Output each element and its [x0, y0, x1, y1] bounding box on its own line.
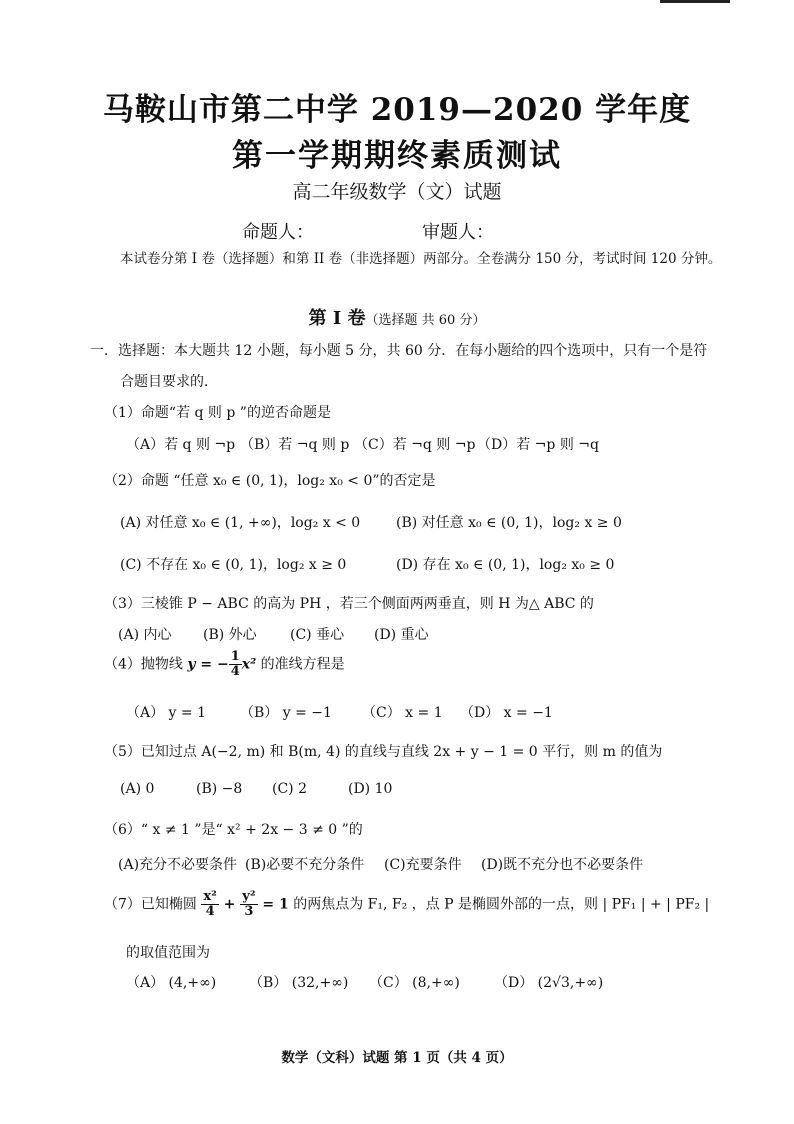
question-7-stem: （7）已知椭圆 $\frac{\text{x²}}{4}$ + $\frac{\text{y²}}{3}$ = 1 的两焦点为 F₁, F₂ ，点 P 是椭圆外部的一点，则 | PF₁ | + | PF₂ |	[104, 889, 710, 919]
question-4-stem-prefix: （4）抛物线	[104, 656, 188, 673]
question-5-option-a: (A) 0	[120, 781, 155, 797]
question-6-option-a: (A)充分不必要条件	[118, 857, 238, 873]
question-4-math-suffix: x²	[241, 656, 257, 673]
question-7-fraction-x-denominator: 4	[205, 904, 215, 919]
top-edge-mark	[660, 0, 730, 3]
question-3-option-a: (A) 内心	[118, 627, 172, 643]
question-7-fraction-y-numerator: y²	[242, 889, 256, 904]
question-3-option-b: (B) 外心	[203, 627, 257, 643]
question-2-option-c: (C) 不存在 x₀ ∈ (0, 1)，log₂ x ≥ 0	[120, 557, 347, 573]
question-4-fraction	[229, 650, 242, 679]
question-7-stem-line2: 的取值范围为	[126, 945, 210, 961]
author-label: 命题人：	[242, 222, 314, 243]
question-7-stem-prefix: （7）已知椭圆	[104, 896, 202, 913]
question-1-option-a: （A）若 q 则 ¬p	[126, 437, 236, 453]
question-6-option-d: (D)既不充分也不必要条件	[481, 857, 644, 873]
question-3-stem: （3）三棱锥 P − ABC 的高为 PH ，若三个侧面两两垂直，则 H 为△ ABC 的	[104, 596, 594, 612]
question-6-option-c: (C)充要条件	[384, 857, 462, 873]
question-2-option-b: (B) 对任意 x₀ ∈ (0, 1)，log₂ x ≥ 0	[396, 515, 622, 531]
question-2-option-a: (A) 对任意 x₀ ∈ (1, +∞)，log₂ x < 0	[120, 515, 361, 531]
question-4-option-c: （C） x = 1	[362, 705, 443, 721]
question-4-stem	[104, 650, 345, 679]
question-7-fraction-x-numerator: x²	[203, 889, 217, 904]
question-7-stem-suffix: 的两焦点为 F₁, F₂ ，点 P 是椭圆外部的一点，则 | PF₁ | + | PF₂ |	[288, 896, 710, 913]
reviewer-label: 审题人：	[422, 222, 494, 243]
question-7-fraction-x	[201, 890, 218, 919]
question-3-option-d: (D) 重心	[374, 627, 429, 643]
exam-title-line2: 第一学期期终素质测试	[232, 138, 562, 174]
question-4-fraction-numerator: 1	[230, 649, 240, 664]
question-7-fraction-y-denominator: 3	[244, 904, 254, 919]
question-2-option-d: (D) 存在 x₀ ∈ (0, 1)，log₂ x₀ ≥ 0	[396, 557, 615, 573]
question-5-option-c: (C) 2	[272, 781, 307, 797]
question-4-option-a: （A） y = 1	[126, 705, 207, 721]
question-5-option-d: (D) 10	[348, 781, 393, 797]
section-note: （选择题 共 60 分）	[365, 313, 486, 328]
exam-subtitle: 高二年级数学（文）试题	[292, 181, 502, 203]
question-7-fraction-y	[240, 890, 257, 919]
question-4-option-d: （D） x = −1	[460, 705, 553, 721]
question-4-math-prefix: y = −	[187, 656, 229, 673]
question-5-option-b: (B) −8	[196, 781, 243, 797]
question-7-equation-rhs: = 1	[257, 896, 289, 913]
question-1-option-c: （C）若 ¬q 则 ¬p	[354, 437, 476, 453]
instructions-line1: 一．选择题：本大题共 12 小题，每小题 5 分，共 60 分．在每小题给的四个选项中，只有一个是符	[90, 343, 708, 359]
question-1-stem: （1）命题“若 q 则 p ”的逆否命题是	[104, 405, 331, 421]
question-7-option-b: （B） (32,+∞)	[249, 975, 349, 991]
question-6-option-b: (B)必要不充分条件	[245, 857, 365, 873]
section-heading	[0, 304, 794, 330]
question-4-fraction-denominator: 4	[230, 664, 240, 679]
question-2-stem: （2）命题 “任意 x₀ ∈ (0, 1)，log₂ x₀ < 0”的否定是	[104, 473, 436, 489]
question-5-stem: （5）已知过点 A(−2, m) 和 B(m, 4) 的直线与直线 2x + y − 1 = 0 平行，则 m 的值为	[104, 744, 663, 760]
question-4-stem-suffix: 的准线方程是	[256, 656, 345, 673]
instructions-line2: 合题目要求的．	[120, 374, 218, 390]
question-7-option-c: （C） (8,+∞)	[369, 975, 460, 991]
section-title: 第 I 卷	[308, 308, 366, 329]
question-7-option-d: （D） (2√3,+∞)	[494, 975, 604, 991]
question-6-stem: （6）“ x ≠ 1 ”是“ x² + 2x − 3 ≠ 0 ”的	[104, 822, 363, 838]
page-footer: 数学（文科）试题 第 1 页（共 4 页）	[281, 1050, 513, 1066]
exam-title-line1: 马鞍山市第二中学 2019—2020 学年度	[102, 92, 692, 128]
question-1-option-b: （B）若 ¬q 则 p	[240, 437, 350, 453]
question-4-option-b: （B） y = −1	[240, 705, 332, 721]
question-1-option-d: （D）若 ¬p 则 ¬q	[477, 437, 599, 453]
question-3-option-c: (C) 垂心	[290, 627, 345, 643]
exam-intro: 本试卷分第 I 卷（选择题）和第 II 卷（非选择题）两部分。全卷满分 150 分，考试时间 120 分钟。	[120, 251, 722, 267]
question-7-option-a: （A） (4,+∞)	[126, 975, 217, 991]
